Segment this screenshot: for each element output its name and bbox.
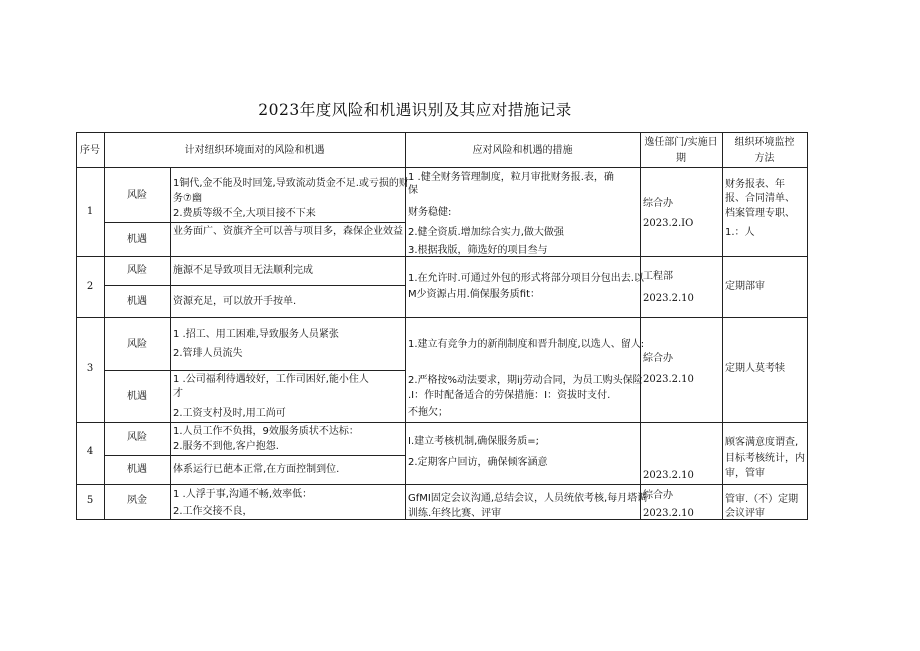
measure-text: 3.根据我版，筛选好的项目叁与 bbox=[408, 245, 548, 255]
implementation-date: 2023.2.10 bbox=[643, 470, 694, 481]
header-dept-date: 期 bbox=[676, 153, 686, 164]
risk-text: 1 .招工、用工困难,导致服务人员紧张 bbox=[173, 329, 339, 340]
measure-text: 财务稳健: bbox=[408, 207, 452, 218]
risk-label: 夙金 bbox=[127, 495, 147, 506]
responsible-dept: 工程部 bbox=[643, 271, 673, 282]
row4-inner-divider bbox=[104, 455, 405, 456]
measure-text: 1.建立有竞争力的新削制度和晋升制度,以选人、留人: bbox=[408, 339, 645, 350]
risk-text: 2.费质等级不全,大项目接不下来 bbox=[173, 208, 316, 219]
opportunity-text: 资源充足，可以放开手按单. bbox=[173, 296, 297, 307]
table-border-top bbox=[76, 132, 807, 133]
monitor-method: 定期部审 bbox=[725, 281, 765, 292]
implementation-date: 2023.2.IO bbox=[643, 218, 694, 229]
risk-label: 风险 bbox=[127, 265, 147, 276]
risk-label: 风险 bbox=[127, 190, 147, 201]
measure-text: .I：作时配备适合的劳保措施：I：资拔时支付. bbox=[408, 390, 611, 401]
risk-text: 务⑦幽 bbox=[173, 193, 202, 204]
risk-text: 1 .人浮于事,沟通不畅,效率低： bbox=[173, 489, 313, 500]
measure-text: 保 bbox=[408, 185, 418, 196]
opportunity-label: 机遇 bbox=[127, 234, 147, 245]
col-divider-label bbox=[170, 167, 171, 520]
document-title: 2023年度风险和机遇识别及其应对措施记录 bbox=[258, 101, 572, 119]
header-method: 方法 bbox=[754, 153, 775, 164]
implementation-date: 2023.2.10 bbox=[643, 293, 694, 304]
row-divider-1 bbox=[76, 256, 807, 257]
measure-text: 1 .健全财务管理制度，粒月审批财务报.表，确 bbox=[408, 172, 614, 183]
table-header-divider bbox=[76, 167, 807, 168]
header-measures: 应对风险和机遇的措施 bbox=[472, 145, 573, 156]
measure-text: I.建立考核机制,确保服务质=; bbox=[408, 436, 540, 447]
opportunity-text: 1 .公司福利待遇较好，工作司困好,能小住人 bbox=[173, 374, 369, 385]
responsible-dept: 综合办 bbox=[643, 198, 673, 209]
risk-label: 风险 bbox=[127, 339, 147, 350]
monitor-method: 财务报表、年 bbox=[725, 179, 785, 190]
implementation-date: 2023.2.10 bbox=[643, 374, 694, 385]
opportunity-text: 业务面广、资旗齐全可以善与项目多，森保企业效益 bbox=[173, 226, 403, 237]
measure-text: 2.健全资质.增加综合实力,做大做强 bbox=[408, 227, 564, 238]
row3-inner-divider bbox=[104, 370, 405, 371]
risk-text: 2.服务不到他,客户抱怨. bbox=[173, 441, 279, 452]
monitor-method: 档案管理专职、 bbox=[725, 208, 795, 219]
measure-text: 2.定期客户回访，确保倾客涵意 bbox=[408, 457, 548, 468]
monitor-method: 1.：人 bbox=[725, 227, 755, 238]
header-seq: 序号 bbox=[80, 145, 100, 156]
risk-text: 施源不足导致项目无法顺利完成 bbox=[173, 265, 313, 276]
row-seq: 5 bbox=[86, 495, 94, 506]
monitor-method: 顾客满意度谓查, bbox=[725, 437, 799, 448]
header-risk-opportunity: 计对纽织环境面对的风险和机遇 bbox=[184, 145, 325, 156]
row2-inner-divider bbox=[104, 285, 405, 286]
row-divider-4 bbox=[76, 484, 807, 485]
row-seq: 2 bbox=[86, 281, 94, 292]
opportunity-text: 才 bbox=[173, 388, 183, 399]
table-border-right bbox=[807, 132, 808, 520]
monitor-method: 管审.（不）定期 bbox=[725, 494, 799, 505]
responsible-dept: 综合办 bbox=[643, 490, 673, 501]
row-seq: 3 bbox=[86, 363, 94, 374]
col-divider-risk bbox=[405, 132, 406, 520]
monitor-method: 会议评审 bbox=[725, 508, 765, 519]
row-seq: 4 bbox=[86, 446, 94, 457]
col-divider-dept bbox=[722, 132, 723, 520]
monitor-method: 定期人莫考犊 bbox=[725, 363, 785, 374]
measure-text: 训练.年终比赛、评审 bbox=[408, 508, 502, 519]
header-dept-date: 逸任部门/实施日 bbox=[644, 137, 718, 148]
monitor-method: 报、合同清单、 bbox=[725, 193, 795, 204]
row1-inner-divider bbox=[104, 222, 405, 223]
monitor-method: 目标考核统计，内 bbox=[725, 453, 805, 464]
opportunity-text: 2.工资支村及时,用工尚可 bbox=[173, 408, 286, 419]
risk-text: 2.管琲人员流失 bbox=[173, 348, 243, 359]
opportunity-text: 体系运行已葩本正常,在方面控制到位. bbox=[173, 464, 340, 475]
monitor-method: 审，管审 bbox=[725, 468, 765, 479]
responsible-dept: 綜合办 bbox=[643, 353, 673, 364]
row-divider-2 bbox=[76, 317, 807, 318]
risk-label: 风险 bbox=[127, 432, 147, 443]
row-seq: 1 bbox=[86, 206, 94, 217]
risk-text: 1铜代,金不能及时回笼,导致流动货金不足.或亏损的财 bbox=[173, 178, 409, 189]
opportunity-label: 机遇 bbox=[127, 296, 147, 307]
row-divider-3 bbox=[76, 422, 807, 423]
measure-text: M少资源占用.倘保服务质fit： bbox=[408, 289, 541, 300]
measure-text: GfMI固定会议沟通,总结会议，人员统依考核,每月塔调 bbox=[408, 493, 648, 504]
table-border-left bbox=[76, 132, 77, 520]
col-divider-measures bbox=[640, 132, 641, 520]
measure-text: 2.严格按%动法要求，期ij劳动合同，为员工购头保险 bbox=[408, 375, 643, 386]
opportunity-label: 机遇 bbox=[127, 464, 147, 475]
measure-text: 不拖欠； bbox=[408, 407, 448, 418]
implementation-date: 2023.2.10 bbox=[643, 508, 694, 519]
measure-text: 1.在允许时.可通过外包的形式将部分项目分包出去.以 bbox=[408, 273, 644, 284]
opportunity-label: 机遇 bbox=[127, 391, 147, 402]
header-method: 组织环境监控 bbox=[734, 137, 795, 148]
risk-text: 2.工作交接不良， bbox=[173, 506, 253, 517]
risk-text: 1.人员工作不负揖，9效服务质状不达标： bbox=[173, 426, 359, 437]
